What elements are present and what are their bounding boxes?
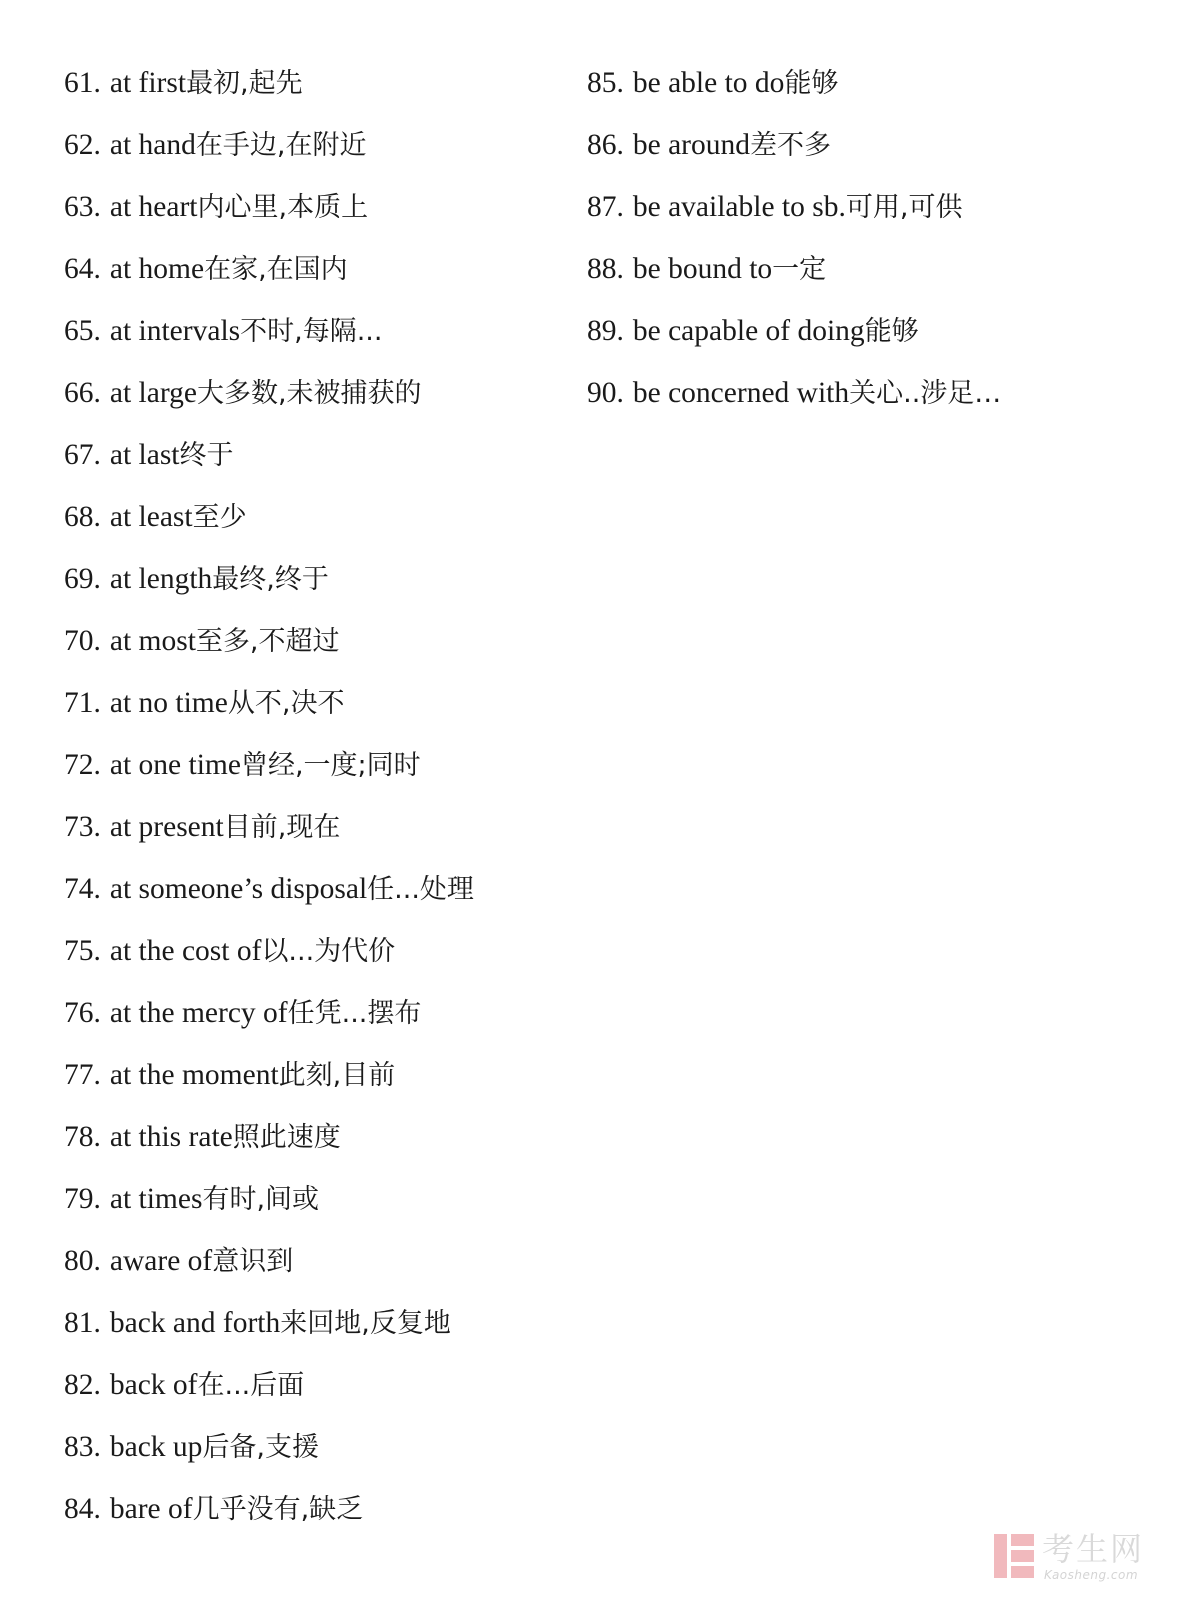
list-item [64,1230,584,1292]
entry-meaning: 不时,每隔... [240,316,383,347]
list-item [64,52,584,114]
entry-meaning: 有时,间或 [202,1184,320,1215]
entry-meaning: 后备,支援 [202,1432,320,1463]
list-item [64,610,584,672]
phrase-list-right [587,52,1147,424]
entry-meaning: 照此速度 [232,1122,341,1153]
entry-phrase: at one time [109,749,241,781]
entry-number: 75. [64,935,101,967]
entry-number: 83. [64,1431,101,1463]
entry-phrase: at this rate [109,1121,233,1153]
entry-meaning: 来回地,反复地 [280,1308,451,1339]
list-item [64,424,584,486]
list-item [587,52,1147,114]
entry-number: 74. [64,873,101,905]
entry-phrase: at large [109,377,197,409]
list-item [64,1416,584,1478]
list-item [64,1106,584,1168]
entry-number: 81. [64,1307,101,1339]
entry-number: 69. [64,563,101,595]
entry-number: 61. [64,67,101,99]
list-item [64,982,584,1044]
entry-meaning: 差不多 [750,130,832,161]
entry-number: 76. [64,997,101,1029]
watermark-subtext: Kaosheng.com [1044,1568,1139,1582]
list-item [587,114,1147,176]
site-watermark [994,1530,1184,1586]
list-item [64,238,584,300]
entry-meaning: 内心里,本质上 [197,192,369,223]
entry-meaning: 目前,现在 [223,812,341,843]
entry-meaning: 以...为代价 [261,936,396,967]
entry-phrase: at the moment [109,1059,279,1091]
entry-number: 70. [64,625,101,657]
entry-number: 80. [64,1245,101,1277]
entry-meaning: 至少 [192,502,247,533]
entry-number: 82. [64,1369,101,1401]
list-item [64,796,584,858]
entry-phrase: bare of [109,1493,193,1525]
entry-phrase: at intervals [109,315,241,347]
entry-meaning: 从不,决不 [227,688,345,719]
entry-number: 73. [64,811,101,843]
entry-phrase: be capable of doing [632,315,865,347]
entry-phrase: be around [632,129,751,161]
entry-number: 62. [64,129,101,161]
entry-phrase: at present [109,811,224,843]
entry-phrase: at times [109,1183,203,1215]
entry-phrase: back up [109,1431,203,1463]
list-item [64,300,584,362]
list-item [64,548,584,610]
entry-phrase: be able to do [632,67,785,99]
entry-number: 84. [64,1493,101,1525]
entry-meaning: 在家,在国内 [204,254,348,285]
entry-meaning: 大多数,未被捕获的 [196,378,422,409]
list-item [587,300,1147,362]
list-item [64,1044,584,1106]
list-item [64,1354,584,1416]
entry-phrase: at hand [109,129,196,161]
entry-number: 64. [64,253,101,285]
entry-phrase: at the mercy of [109,997,288,1029]
entry-meaning: 最初,起先 [186,68,303,99]
entry-phrase: be bound to [632,253,773,285]
entry-number: 65. [64,315,101,347]
entry-number: 90. [587,377,624,409]
entry-number: 86. [587,129,624,161]
entry-meaning: 任凭...摆布 [287,998,422,1029]
entry-phrase: back and forth [109,1307,281,1339]
entry-number: 63. [64,191,101,223]
entry-number: 77. [64,1059,101,1091]
list-item [64,1478,584,1540]
entry-phrase: at last [109,439,180,471]
entry-meaning: 关心..涉足… [849,378,1002,409]
entry-meaning: 在手边,在附近 [195,130,367,161]
entry-number: 72. [64,749,101,781]
entry-meaning: 一定 [772,254,827,285]
entry-number: 85. [587,67,624,99]
entry-number: 66. [64,377,101,409]
entry-meaning: 此刻,目前 [278,1060,396,1091]
watermark-logo-icon [994,1534,1034,1578]
list-item [587,176,1147,238]
entry-phrase: at most [109,625,196,657]
entry-number: 87. [587,191,624,223]
entry-number: 78. [64,1121,101,1153]
list-item [64,920,584,982]
entry-phrase: be available to sb. [632,191,846,223]
entry-meaning: 在...后面 [197,1370,305,1401]
entry-number: 71. [64,687,101,719]
list-item [587,362,1147,424]
entry-number: 79. [64,1183,101,1215]
entry-meaning: 任...处理 [367,874,474,905]
entry-meaning: 曾经,一度;同时 [240,750,421,781]
entry-number: 88. [587,253,624,285]
entry-number: 89. [587,315,624,347]
list-item [64,114,584,176]
entry-phrase: at no time [109,687,228,719]
entry-meaning: 终于 [179,440,234,471]
watermark-text: 考生网 [1042,1530,1145,1568]
entry-number: 68. [64,501,101,533]
entry-phrase: at someone’s disposal [109,873,368,905]
list-item [64,362,584,424]
entry-meaning: 能够 [784,68,839,99]
entry-phrase: at home [109,253,205,285]
entry-phrase: at heart [109,191,198,223]
list-item [64,486,584,548]
list-item [64,176,584,238]
entry-meaning: 意识到 [212,1246,294,1277]
entry-meaning: 最终,终于 [212,564,329,595]
entry-phrase: at the cost of [109,935,262,967]
entry-meaning: 可用,可供 [845,192,963,223]
entry-meaning: 能够 [864,316,919,347]
entry-phrase: aware of [109,1245,213,1277]
entry-phrase: be concerned with [632,377,850,409]
list-item [64,858,584,920]
entry-phrase: at first [109,67,187,99]
phrase-list-left [64,52,584,1540]
list-item [64,672,584,734]
list-item [587,238,1147,300]
list-item [64,734,584,796]
list-item [64,1168,584,1230]
entry-phrase: back of [109,1369,198,1401]
entry-number: 67. [64,439,101,471]
entry-phrase: at length [109,563,213,595]
entry-meaning: 至多,不超过 [195,626,340,657]
list-item [64,1292,584,1354]
entry-meaning: 几乎没有,缺乏 [192,1494,364,1525]
entry-phrase: at least [109,501,193,533]
